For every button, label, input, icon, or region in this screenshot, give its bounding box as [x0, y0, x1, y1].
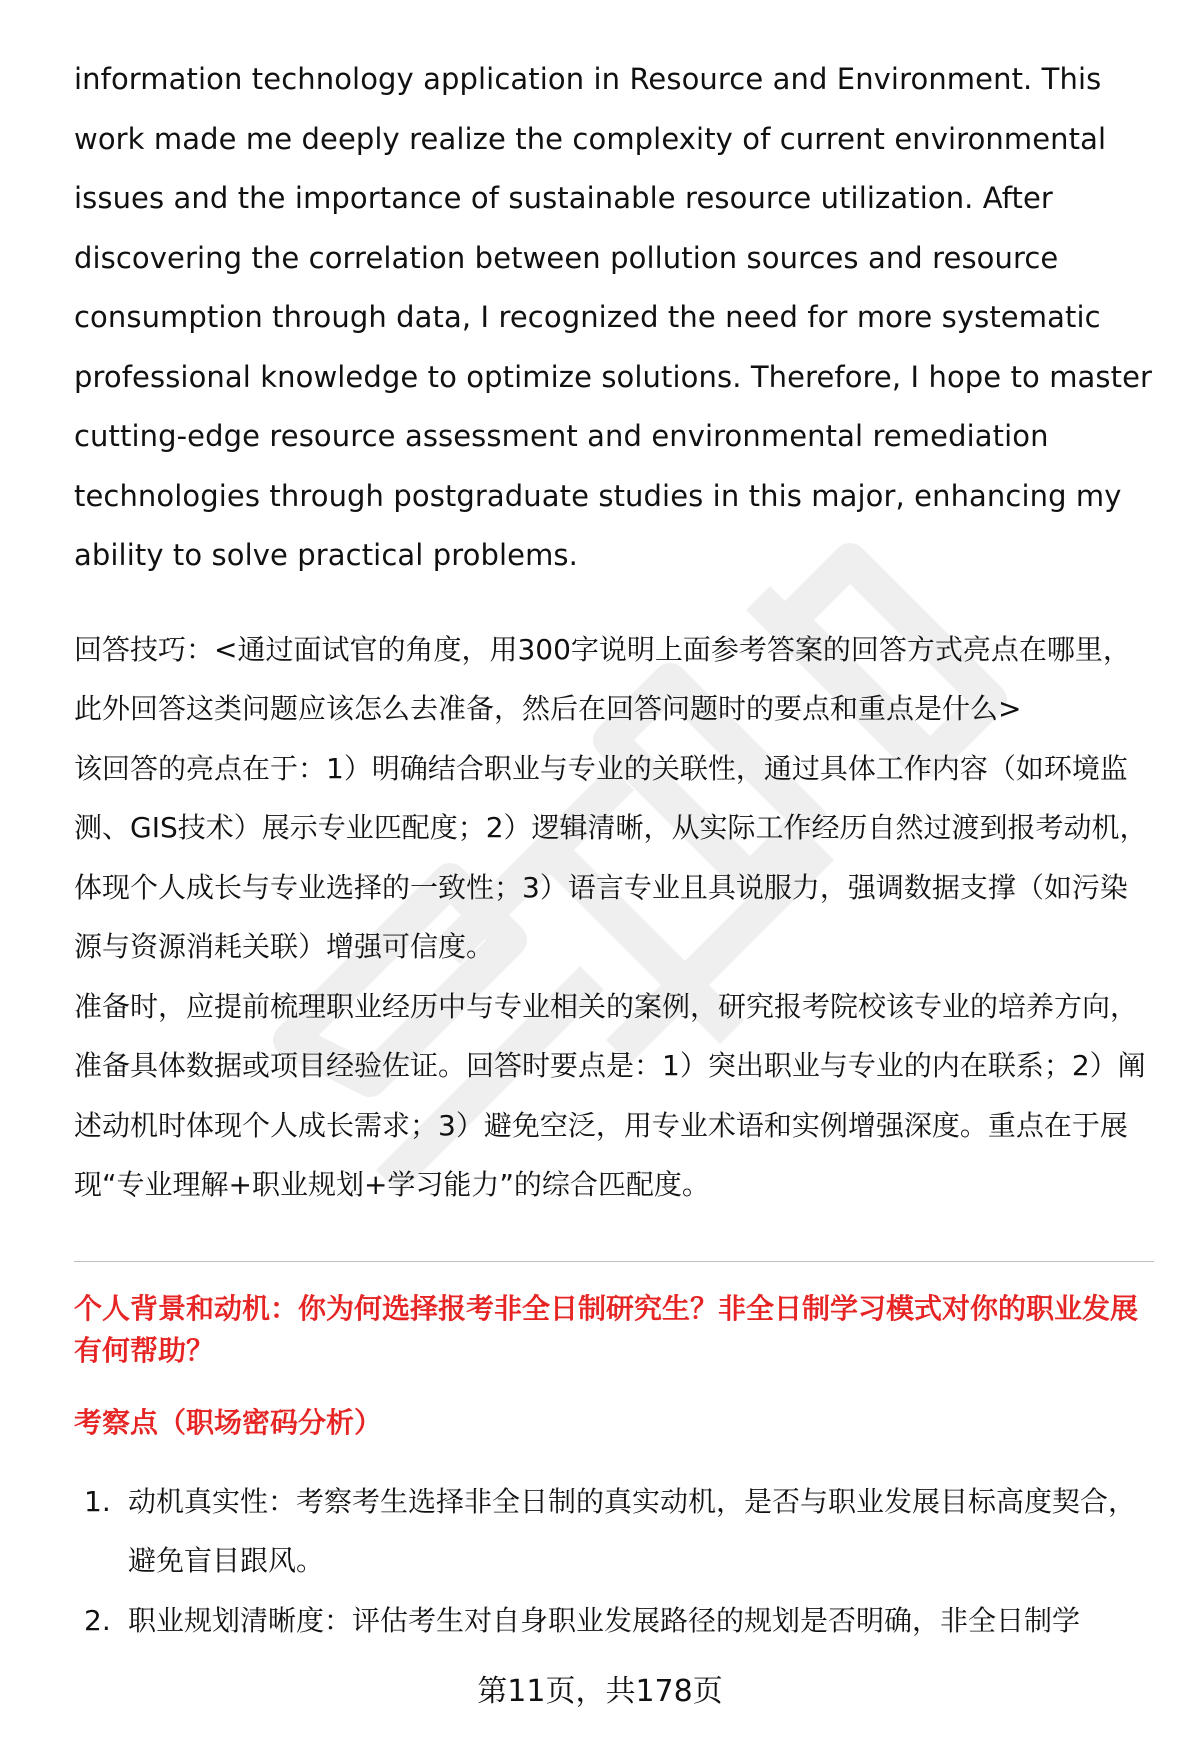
- points-list: [74, 1472, 1154, 1651]
- tips-prompt: 回答技巧：<通过面试官的角度，用300字说明上面参考答案的回答方式亮点在哪里，此外回答这类问题应该怎么去准备，然后在回答问题时的要点和重点是什么>: [74, 632, 1131, 725]
- list-item-number: 2.: [84, 1603, 111, 1637]
- list-item-text: 动机真实性：考察考生选择非全日制的真实动机，是否与职业发展目标高度契合，避免盲目跟风。: [128, 1484, 1137, 1577]
- intro-paragraph: information technology application in Resource and Environment. This work made me deeply realize the complexity of current environmental issues and the importance of sustainable resource utilization. After discovering the correlation between pollution sources and resource consumption through data, I recognized the need for more systematic professional knowledge to optimize solutions. Therefore, I hope to master cutting-edge resource assessment and environmental remediation technologies through postgraduate studies in this major, enhancing my ability to solve practical problems.: [74, 62, 1153, 572]
- section-divider: [74, 1261, 1154, 1262]
- list-item-text: 职业规划清晰度：评估考生对自身职业发展路径的规划是否明确，非全日制学: [128, 1603, 1081, 1637]
- document-page: [74, 50, 1154, 1650]
- question-title: 个人背景和动机：你为何选择报考非全日制研究生？非全日制学习模式对你的职业发展有何帮助？: [74, 1291, 1139, 1367]
- tips-preparation: 准备时，应提前梳理职业经历中与专业相关的案例，研究报考院校该专业的培养方向，准备具体数据或项目经验佐证。回答时要点是：1）突出职业与专业的内在联系；2）阐述动机时体现个人成长需求；3）避免空泛，用专业术语和实例增强深度。重点在于展现“专业理解+职业规划+学习能力”的综合匹配度。: [74, 989, 1146, 1201]
- list-item-number: 1.: [84, 1484, 111, 1518]
- list-item: [74, 1591, 1154, 1651]
- section-heading: 考察点（职场密码分析）: [74, 1405, 383, 1439]
- list-item: [74, 1472, 1154, 1591]
- tips-highlights: 该回答的亮点在于：1）明确结合职业与专业的关联性，通过具体工作内容（如环境监测、GIS技术）展示专业匹配度；2）逻辑清晰，从实际工作经历自然过渡到报考动机，体现个人成长与专业选择的一致性；3）语言专业且具说服力，强调数据支撑（如污染源与资源消耗关联）增强可信度。: [74, 751, 1148, 963]
- page-number: 第11页，共178页: [477, 1674, 723, 1709]
